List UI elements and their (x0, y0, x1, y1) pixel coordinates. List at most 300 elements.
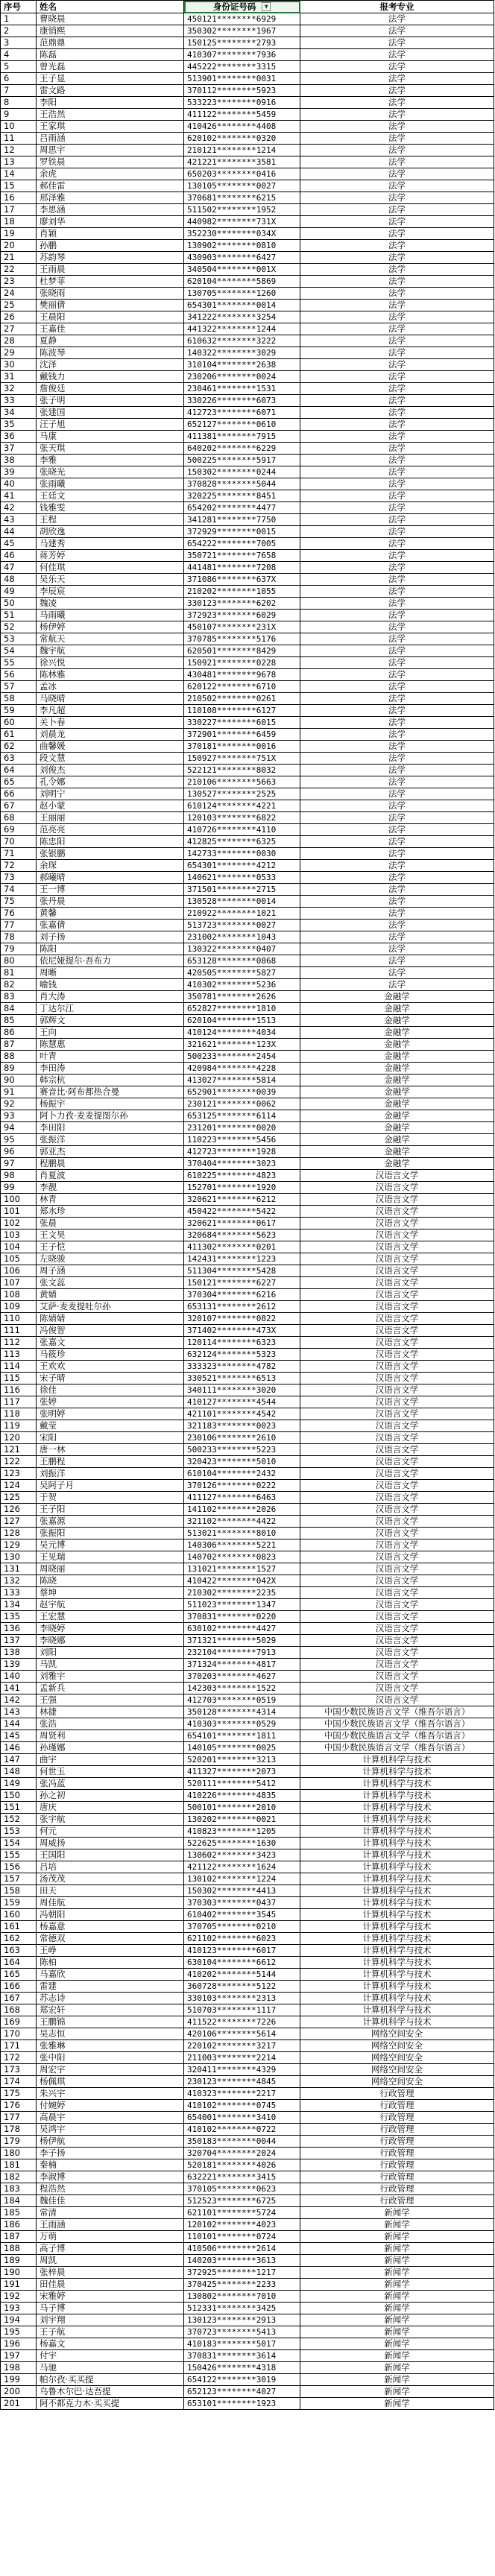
id-number-cell[interactable]: 410226********4835 (184, 1790, 300, 1802)
table-row[interactable] (1, 1933, 494, 1945)
id-number-cell[interactable]: 120114********6323 (184, 1337, 300, 1349)
id-number-cell[interactable]: 410303********0529 (184, 1718, 300, 1730)
major-cell[interactable]: 网络空间安全 (300, 2040, 494, 2052)
table-row[interactable] (1, 2016, 494, 2028)
id-number-cell[interactable]: 360728********5122 (184, 1981, 300, 1993)
id-number-cell[interactable]: 340111********3020 (184, 1384, 300, 1396)
student-name-cell[interactable]: 吴鸿宇 (37, 2124, 184, 2136)
table-row[interactable] (1, 1706, 494, 1718)
major-cell[interactable]: 汉语言文学 (300, 1277, 494, 1289)
table-row[interactable] (1, 2231, 494, 2243)
table-row[interactable] (1, 1790, 494, 1802)
table-row[interactable] (1, 705, 494, 717)
id-number-cell[interactable]: 150125********2793 (184, 37, 300, 49)
student-name-cell[interactable]: 马驰 (37, 2362, 184, 2374)
major-cell[interactable]: 汉语言文学 (300, 1587, 494, 1599)
table-row[interactable] (1, 1516, 494, 1528)
row-number-cell[interactable]: 43 (1, 514, 37, 526)
major-cell[interactable]: 网络空间安全 (300, 2052, 494, 2064)
row-number-cell[interactable]: 34 (1, 407, 37, 419)
id-number-cell[interactable]: 350721********7658 (184, 550, 300, 562)
row-number-cell[interactable]: 44 (1, 526, 37, 538)
id-number-cell[interactable]: 231201********0020 (184, 1122, 300, 1134)
table-row[interactable] (1, 180, 494, 192)
row-number-cell[interactable]: 8 (1, 97, 37, 109)
table-row[interactable] (1, 1504, 494, 1516)
student-name-cell[interactable]: 胡欣逸 (37, 526, 184, 538)
id-number-cell[interactable]: 652901********0039 (184, 1086, 300, 1098)
id-number-cell[interactable]: 150927********751X (184, 753, 300, 765)
student-name-cell[interactable]: 杨佩琪 (37, 2076, 184, 2088)
student-name-cell[interactable]: 苏韵琴 (37, 252, 184, 264)
id-number-cell[interactable]: 621101********5724 (184, 2207, 300, 2219)
table-row[interactable] (1, 1754, 494, 1766)
row-number-cell[interactable]: 21 (1, 252, 37, 264)
row-number-cell[interactable]: 147 (1, 1754, 37, 1766)
table-row[interactable] (1, 37, 494, 49)
student-name-cell[interactable]: 田佳晨 (37, 2279, 184, 2291)
major-cell[interactable]: 汉语言文学 (300, 1241, 494, 1253)
major-cell[interactable]: 法学 (300, 586, 494, 598)
id-number-cell[interactable]: 410426********4408 (184, 121, 300, 133)
table-row[interactable] (1, 1849, 494, 1861)
major-cell[interactable]: 计算机科学与技术 (300, 1826, 494, 1838)
student-name-cell[interactable]: 李晓娜 (37, 1635, 184, 1647)
student-name-cell[interactable]: 曹晓晨 (37, 13, 184, 25)
student-name-cell[interactable]: 宋雅婷 (37, 2291, 184, 2303)
row-number-cell[interactable]: 163 (1, 1945, 37, 1957)
row-number-cell[interactable]: 135 (1, 1611, 37, 1623)
row-number-cell[interactable]: 136 (1, 1623, 37, 1635)
student-name-cell[interactable]: 沈泽 (37, 359, 184, 371)
student-name-cell[interactable]: 雷建 (37, 1981, 184, 1993)
row-number-cell[interactable]: 176 (1, 2100, 37, 2112)
major-cell[interactable]: 法学 (300, 896, 494, 908)
table-row[interactable] (1, 383, 494, 395)
student-name-cell[interactable]: 肖大涛 (37, 991, 184, 1003)
student-name-cell[interactable]: 余虎 (37, 168, 184, 180)
table-row[interactable] (1, 2338, 494, 2350)
student-name-cell[interactable]: 王廷文 (37, 490, 184, 502)
student-name-cell[interactable]: 张雅琳 (37, 2040, 184, 2052)
id-number-cell[interactable]: 370105********0623 (184, 2183, 300, 2195)
id-number-cell[interactable]: 421221********3581 (184, 156, 300, 168)
table-row[interactable] (1, 633, 494, 645)
row-number-cell[interactable]: 124 (1, 1480, 37, 1492)
student-name-cell[interactable]: 张明婷 (37, 1408, 184, 1420)
student-name-cell[interactable]: 张冯蓝 (37, 1778, 184, 1790)
table-row[interactable] (1, 1563, 494, 1575)
student-name-cell[interactable]: 王子阳 (37, 1504, 184, 1516)
student-name-cell[interactable]: 程浩然 (37, 2183, 184, 2195)
student-name-cell[interactable]: 刘雅宇 (37, 1671, 184, 1683)
major-cell[interactable]: 计算机科学与技术 (300, 1754, 494, 1766)
id-number-cell[interactable]: 410102********0745 (184, 2100, 300, 2112)
table-row[interactable] (1, 1718, 494, 1730)
table-row[interactable] (1, 264, 494, 276)
id-number-cell[interactable]: 500233********5223 (184, 1444, 300, 1456)
major-cell[interactable]: 新闻学 (300, 2338, 494, 2350)
table-row[interactable] (1, 538, 494, 550)
table-row[interactable] (1, 1373, 494, 1384)
major-cell[interactable]: 法学 (300, 13, 494, 25)
student-name-cell[interactable]: 肖颖 (37, 228, 184, 240)
major-cell[interactable]: 汉语言文学 (300, 1575, 494, 1587)
id-number-cell[interactable]: 522625********1630 (184, 1838, 300, 1849)
student-name-cell[interactable]: 魏宇航 (37, 645, 184, 657)
student-name-cell[interactable]: 陈婧婧 (37, 1313, 184, 1325)
id-number-cell[interactable]: 330123********6202 (184, 598, 300, 610)
major-cell[interactable]: 汉语言文学 (300, 1456, 494, 1468)
table-row[interactable] (1, 836, 494, 848)
major-cell[interactable]: 法学 (300, 729, 494, 741)
student-name-cell[interactable]: 乌鲁木尔巴·达吾提 (37, 2386, 184, 2398)
id-number-cell[interactable]: 513723********0027 (184, 920, 300, 931)
major-cell[interactable]: 汉语言文学 (300, 1253, 494, 1265)
id-number-cell[interactable]: 140306********5221 (184, 1539, 300, 1551)
major-cell[interactable]: 法学 (300, 455, 494, 466)
row-number-cell[interactable]: 94 (1, 1122, 37, 1134)
major-cell[interactable]: 汉语言文学 (300, 1480, 494, 1492)
row-number-cell[interactable]: 4 (1, 49, 37, 61)
id-number-cell[interactable]: 370785********5176 (184, 633, 300, 645)
major-cell[interactable]: 金融学 (300, 991, 494, 1003)
student-name-cell[interactable]: 王强 (37, 1694, 184, 1706)
row-number-cell[interactable]: 99 (1, 1182, 37, 1194)
major-cell[interactable]: 新闻学 (300, 2267, 494, 2279)
header-seq[interactable] (1, 1, 37, 13)
row-number-cell[interactable]: 127 (1, 1516, 37, 1528)
row-number-cell[interactable]: 121 (1, 1444, 37, 1456)
table-row[interactable] (1, 25, 494, 37)
major-cell[interactable]: 网络空间安全 (300, 2028, 494, 2040)
row-number-cell[interactable]: 48 (1, 574, 37, 586)
student-name-cell[interactable]: 常清 (37, 2207, 184, 2219)
student-name-cell[interactable]: 郝曦晴 (37, 872, 184, 884)
row-number-cell[interactable]: 19 (1, 228, 37, 240)
table-row[interactable] (1, 276, 494, 288)
row-number-cell[interactable]: 102 (1, 1218, 37, 1230)
major-cell[interactable]: 法学 (300, 717, 494, 729)
student-name-cell[interactable]: 王宏慧 (37, 1611, 184, 1623)
id-number-cell[interactable]: 410183********5017 (184, 2338, 300, 2350)
major-cell[interactable]: 法学 (300, 156, 494, 168)
major-cell[interactable]: 汉语言文学 (300, 1623, 494, 1635)
major-cell[interactable]: 汉语言文学 (300, 1694, 494, 1706)
row-number-cell[interactable]: 93 (1, 1110, 37, 1122)
major-cell[interactable]: 汉语言文学 (300, 1516, 494, 1528)
id-number-cell[interactable]: 650203********0416 (184, 168, 300, 180)
student-name-cell[interactable]: 王国阳 (37, 1849, 184, 1861)
table-row[interactable] (1, 1599, 494, 1611)
major-cell[interactable]: 行政管理 (300, 2195, 494, 2207)
id-number-cell[interactable]: 110223********5456 (184, 1134, 300, 1146)
student-name-cell[interactable]: 杨嘉文 (37, 2338, 184, 2350)
table-row[interactable] (1, 896, 494, 908)
id-number-cell[interactable]: 511502********1952 (184, 204, 300, 216)
student-name-cell[interactable]: 王子显 (37, 73, 184, 85)
id-number-cell[interactable]: 310104********2638 (184, 359, 300, 371)
student-name-cell[interactable]: 张丹晨 (37, 896, 184, 908)
row-number-cell[interactable]: 175 (1, 2088, 37, 2100)
major-cell[interactable]: 汉语言文学 (300, 1325, 494, 1337)
row-number-cell[interactable]: 15 (1, 180, 37, 192)
major-cell[interactable]: 法学 (300, 908, 494, 920)
student-name-cell[interactable]: 周思宇 (37, 145, 184, 156)
id-number-cell[interactable]: 441481********7208 (184, 562, 300, 574)
major-cell[interactable]: 新闻学 (300, 2386, 494, 2398)
table-row[interactable] (1, 2398, 494, 2410)
row-number-cell[interactable]: 37 (1, 443, 37, 455)
major-cell[interactable]: 汉语言文学 (300, 1659, 494, 1671)
id-number-cell[interactable]: 620104********1513 (184, 1015, 300, 1027)
row-number-cell[interactable]: 173 (1, 2064, 37, 2076)
table-row[interactable] (1, 1301, 494, 1313)
student-name-cell[interactable]: 李晓婷 (37, 1623, 184, 1635)
id-number-cell[interactable]: 620122********6710 (184, 681, 300, 693)
table-row[interactable] (1, 145, 494, 156)
major-cell[interactable]: 计算机科学与技术 (300, 1838, 494, 1849)
student-name-cell[interactable]: 李凡超 (37, 705, 184, 717)
row-number-cell[interactable]: 118 (1, 1408, 37, 1420)
id-number-cell[interactable]: 210106********5663 (184, 776, 300, 788)
student-name-cell[interactable]: 张梓晨 (37, 2267, 184, 2279)
student-name-cell[interactable]: 于贺 (37, 1492, 184, 1504)
row-number-cell[interactable]: 75 (1, 896, 37, 908)
major-cell[interactable]: 新闻学 (300, 2362, 494, 2374)
table-row[interactable] (1, 252, 494, 264)
table-row[interactable] (1, 1075, 494, 1086)
major-cell[interactable]: 法学 (300, 967, 494, 979)
table-row[interactable] (1, 1098, 494, 1110)
table-row[interactable] (1, 979, 494, 991)
student-name-cell[interactable]: 付婉婷 (37, 2100, 184, 2112)
student-name-cell[interactable]: 丁达尔江 (37, 1003, 184, 1015)
table-row[interactable] (1, 1349, 494, 1361)
student-name-cell[interactable]: 戴莹 (37, 1420, 184, 1432)
major-cell[interactable]: 法学 (300, 657, 494, 669)
student-name-cell[interactable]: 范鼎鼎 (37, 37, 184, 49)
table-row[interactable] (1, 967, 494, 979)
student-name-cell[interactable]: 陈阳 (37, 943, 184, 955)
table-row[interactable] (1, 2159, 494, 2171)
id-number-cell[interactable]: 120102********4023 (184, 2219, 300, 2231)
major-cell[interactable]: 中国少数民族语言文学（维吾尔语言） (300, 1742, 494, 1754)
table-row[interactable] (1, 2362, 494, 2374)
student-name-cell[interactable]: 马雨曦 (37, 610, 184, 621)
student-name-cell[interactable]: 孙之初 (37, 1790, 184, 1802)
id-number-cell[interactable]: 230106********2610 (184, 1432, 300, 1444)
major-cell[interactable]: 法学 (300, 776, 494, 788)
student-name-cell[interactable]: 张建国 (37, 407, 184, 419)
major-cell[interactable]: 法学 (300, 204, 494, 216)
student-name-cell[interactable]: 杨嘉意 (37, 1921, 184, 1933)
id-number-cell[interactable]: 652827********1810 (184, 1003, 300, 1015)
student-name-cell[interactable]: 马筱珍 (37, 1349, 184, 1361)
table-row[interactable] (1, 1778, 494, 1790)
student-name-cell[interactable]: 张晓光 (37, 466, 184, 478)
student-name-cell[interactable]: 田天 (37, 1885, 184, 1897)
table-row[interactable] (1, 1957, 494, 1969)
student-name-cell[interactable]: 吕培 (37, 1861, 184, 1873)
row-number-cell[interactable]: 71 (1, 848, 37, 860)
student-name-cell[interactable]: 王文昊 (37, 1230, 184, 1241)
id-number-cell[interactable]: 511304********5428 (184, 1265, 300, 1277)
id-number-cell[interactable]: 652127********0610 (184, 419, 300, 431)
major-cell[interactable]: 金融学 (300, 1015, 494, 1027)
table-row[interactable] (1, 1647, 494, 1659)
row-number-cell[interactable]: 64 (1, 765, 37, 776)
row-number-cell[interactable]: 95 (1, 1134, 37, 1146)
table-row[interactable] (1, 2350, 494, 2362)
student-name-cell[interactable]: 李淑博 (37, 2171, 184, 2183)
student-name-cell[interactable]: 张雨曦 (37, 478, 184, 490)
major-cell[interactable]: 法学 (300, 335, 494, 347)
row-number-cell[interactable]: 30 (1, 359, 37, 371)
row-number-cell[interactable]: 14 (1, 168, 37, 180)
major-cell[interactable]: 新闻学 (300, 2219, 494, 2231)
student-name-cell[interactable]: 徐兴悦 (37, 657, 184, 669)
major-cell[interactable]: 新闻学 (300, 2326, 494, 2338)
row-number-cell[interactable]: 190 (1, 2267, 37, 2279)
student-name-cell[interactable]: 郑宏轩 (37, 2004, 184, 2016)
row-number-cell[interactable]: 61 (1, 729, 37, 741)
major-cell[interactable]: 法学 (300, 180, 494, 192)
major-cell[interactable]: 法学 (300, 598, 494, 610)
id-number-cell[interactable]: 654301********0014 (184, 300, 300, 311)
row-number-cell[interactable]: 125 (1, 1492, 37, 1504)
major-cell[interactable]: 新闻学 (300, 2374, 494, 2386)
row-number-cell[interactable]: 13 (1, 156, 37, 168)
row-number-cell[interactable]: 78 (1, 931, 37, 943)
major-cell[interactable]: 汉语言文学 (300, 1289, 494, 1301)
student-name-cell[interactable]: 林捷 (37, 1706, 184, 1718)
major-cell[interactable]: 中国少数民族语言文学（维吾尔语言） (300, 1730, 494, 1742)
id-number-cell[interactable]: 330227********6015 (184, 717, 300, 729)
id-number-cell[interactable]: 500233********2454 (184, 1051, 300, 1063)
student-name-cell[interactable]: 常德双 (37, 1933, 184, 1945)
major-cell[interactable]: 法学 (300, 800, 494, 812)
table-row[interactable] (1, 1826, 494, 1838)
student-name-cell[interactable]: 赵宇航 (37, 1599, 184, 1611)
table-row[interactable] (1, 2291, 494, 2303)
major-cell[interactable]: 汉语言文学 (300, 1170, 494, 1182)
id-number-cell[interactable]: 130705********1260 (184, 288, 300, 300)
student-name-cell[interactable]: 关卜春 (37, 717, 184, 729)
row-number-cell[interactable]: 159 (1, 1897, 37, 1909)
row-number-cell[interactable]: 25 (1, 300, 37, 311)
id-number-cell[interactable]: 370705********0210 (184, 1921, 300, 1933)
major-cell[interactable]: 金融学 (300, 1075, 494, 1086)
row-number-cell[interactable]: 158 (1, 1885, 37, 1897)
table-row[interactable] (1, 1969, 494, 1981)
student-name-cell[interactable]: 朱兴宇 (37, 2088, 184, 2100)
student-name-cell[interactable]: 杨振宇 (37, 1098, 184, 1110)
student-name-cell[interactable]: 依尼娅提尔·吾布力 (37, 955, 184, 967)
row-number-cell[interactable]: 1 (1, 13, 37, 25)
major-cell[interactable]: 计算机科学与技术 (300, 1957, 494, 1969)
table-row[interactable] (1, 1814, 494, 1826)
table-row[interactable] (1, 1003, 494, 1015)
id-number-cell[interactable]: 370723********5413 (184, 2326, 300, 2338)
table-row[interactable] (1, 884, 494, 896)
table-row[interactable] (1, 943, 494, 955)
major-cell[interactable]: 法学 (300, 705, 494, 717)
id-number-cell[interactable]: 130527********2525 (184, 788, 300, 800)
table-row[interactable] (1, 645, 494, 657)
student-name-cell[interactable]: 刘振洋 (37, 1468, 184, 1480)
table-row[interactable] (1, 824, 494, 836)
major-cell[interactable]: 金融学 (300, 1086, 494, 1098)
student-name-cell[interactable]: 叶青 (37, 1051, 184, 1063)
id-number-cell[interactable]: 150921********0228 (184, 657, 300, 669)
id-number-cell[interactable]: 420984********4228 (184, 1063, 300, 1075)
id-number-cell[interactable]: 410302********5236 (184, 979, 300, 991)
table-row[interactable] (1, 1551, 494, 1563)
major-cell[interactable]: 法学 (300, 359, 494, 371)
student-name-cell[interactable]: 余琛 (37, 860, 184, 872)
table-row[interactable] (1, 1838, 494, 1849)
table-row[interactable] (1, 860, 494, 872)
student-name-cell[interactable]: 林青 (37, 1194, 184, 1206)
id-number-cell[interactable]: 211003********2214 (184, 2052, 300, 2064)
student-name-cell[interactable]: 周晓丽 (37, 1563, 184, 1575)
major-cell[interactable]: 新闻学 (300, 2255, 494, 2267)
table-row[interactable] (1, 1635, 494, 1647)
student-name-cell[interactable]: 宋子晴 (37, 1373, 184, 1384)
row-number-cell[interactable]: 52 (1, 621, 37, 633)
major-cell[interactable]: 中国少数民族语言文学（维吾尔语言） (300, 1718, 494, 1730)
student-name-cell[interactable]: 李辰宸 (37, 586, 184, 598)
row-number-cell[interactable]: 113 (1, 1349, 37, 1361)
row-number-cell[interactable]: 114 (1, 1361, 37, 1373)
table-row[interactable] (1, 1981, 494, 1993)
id-number-cell[interactable]: 653125********6114 (184, 1110, 300, 1122)
row-number-cell[interactable]: 168 (1, 2004, 37, 2016)
id-number-cell[interactable]: 321102********4422 (184, 1516, 300, 1528)
major-cell[interactable]: 计算机科学与技术 (300, 1766, 494, 1778)
id-number-cell[interactable]: 140322********3029 (184, 347, 300, 359)
table-row[interactable] (1, 49, 494, 61)
table-row[interactable] (1, 765, 494, 776)
major-cell[interactable]: 金融学 (300, 1039, 494, 1051)
id-number-cell[interactable]: 411522********7226 (184, 2016, 300, 2028)
major-cell[interactable]: 法学 (300, 502, 494, 514)
id-number-cell[interactable]: 412825********6325 (184, 836, 300, 848)
table-row[interactable] (1, 2219, 494, 2231)
id-number-cell[interactable]: 370831********3614 (184, 2350, 300, 2362)
student-name-cell[interactable]: 赵小蒙 (37, 800, 184, 812)
id-number-cell[interactable]: 654301********4212 (184, 860, 300, 872)
id-number-cell[interactable]: 654101********1811 (184, 1730, 300, 1742)
row-number-cell[interactable]: 109 (1, 1301, 37, 1313)
student-name-cell[interactable]: 陈慧惠 (37, 1039, 184, 1051)
student-name-cell[interactable]: 周凯 (37, 2255, 184, 2267)
student-name-cell[interactable]: 刘子扬 (37, 931, 184, 943)
major-cell[interactable]: 计算机科学与技术 (300, 1909, 494, 1921)
major-cell[interactable]: 汉语言文学 (300, 1349, 494, 1361)
row-number-cell[interactable]: 178 (1, 2124, 37, 2136)
table-row[interactable] (1, 669, 494, 681)
table-row[interactable] (1, 1277, 494, 1289)
student-name-cell[interactable]: 冯俊智 (37, 1325, 184, 1337)
id-number-cell[interactable]: 340504********001X (184, 264, 300, 276)
id-number-cell[interactable]: 512523********6725 (184, 2195, 300, 2207)
row-number-cell[interactable]: 154 (1, 1838, 37, 1849)
id-number-cell[interactable]: 652123********4027 (184, 2386, 300, 2398)
row-number-cell[interactable]: 58 (1, 693, 37, 705)
major-cell[interactable]: 新闻学 (300, 2303, 494, 2314)
